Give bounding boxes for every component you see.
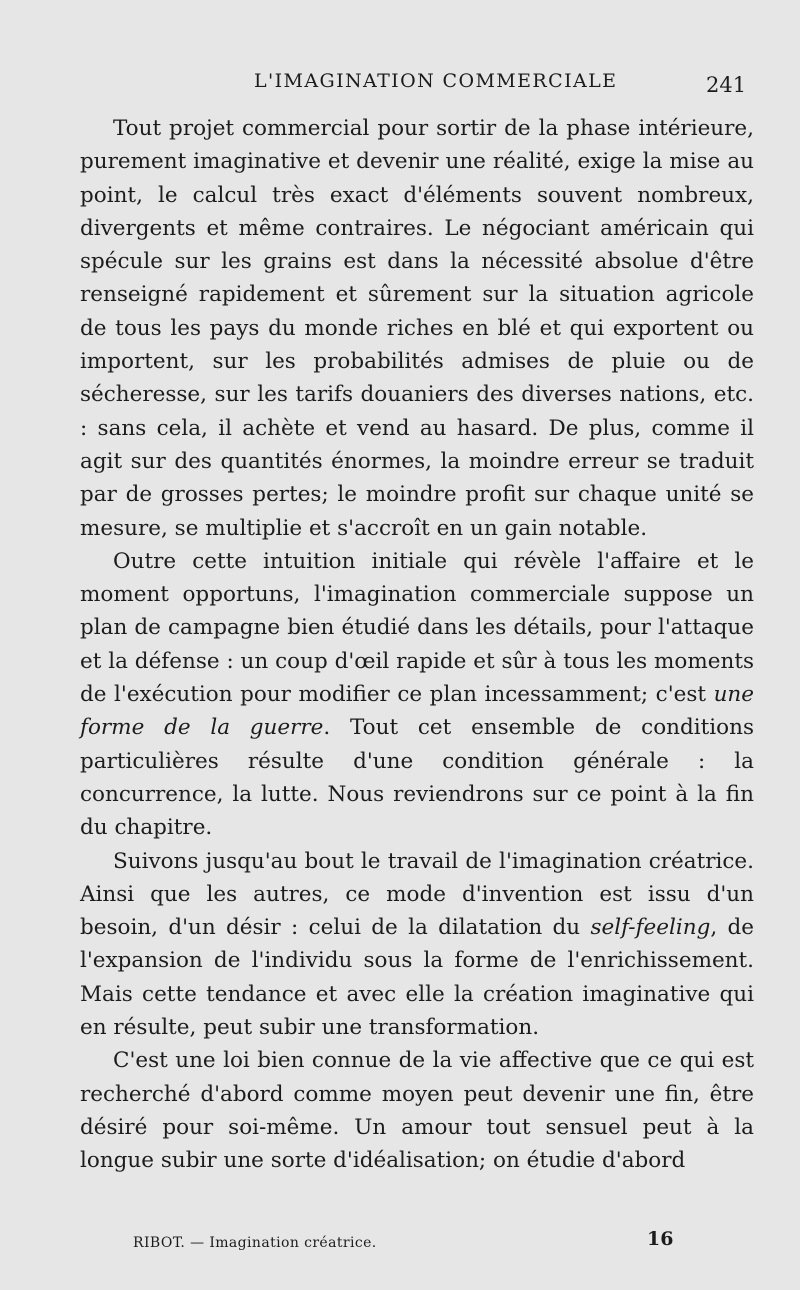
footer-caption: RIBOT. — Imagination créatrice.	[133, 1235, 377, 1251]
paragraph-2	[80, 545, 754, 845]
paragraph-2-text-end: . Tout cet ensemble de conditions particulières résulte d'une condition générale : la concurrence, la lutte. Nous reviendrons sur ce point à la fin du chapitre.	[80, 715, 754, 841]
sheet-signature: 16	[647, 1228, 674, 1250]
paragraph-4: C'est une loi bien connue de la vie affective que ce qui est recherché d'abord comme moyen peut devenir une fin, être désiré pour soi-même. Un amour tout sensuel peut à la longue subir une sorte d'idéalisation; on étudie d'abord	[80, 1048, 754, 1174]
paragraph-3-text-end: , de l'expansion de l'individu sous la forme de l'enrichissement. Mais cette tendance et avec elle la création imaginative qui en résulte, peut subir une transformation.	[80, 915, 754, 1041]
body-text	[80, 112, 754, 1178]
page-footer	[0, 1224, 800, 1264]
page-number: 241	[706, 73, 747, 97]
paragraph-1: Tout projet commercial pour sortir de la phase intérieure, purement imaginative et devenir une réalité, exige la mise au point, le calcul très exact d'éléments souvent nombreux, divergents et même contraires. Le négociant américain qui spécule sur les grains est dans la nécessité absolue d'être renseigné rapidement et sûrement sur la situation agricole de tous les pays du monde riches en blé et qui exportent ou importent, sur les probabilités admises de pluie ou de sécheresse, sur les tarifs douaniers des diverses nations, etc. : sans cela, il achète et vend au hasard. De plus, comme il agit sur des quantités énormes, la moindre erreur se traduit par de grosses pertes; le moindre profit sur chaque unité se mesure, se multiplie et s'accroît en un gain notable.	[80, 116, 754, 541]
paragraph-2-text-start: Outre cette intuition initiale qui révèle l'affaire et le moment opportuns, l'imagination commerciale suppose un plan de campagne bien étudié dans les détails, pour l'attaque et la défense : un coup d'œil rapide et sûr à tous les moments de l'exécution pour modifier ce plan incessamment; c'est	[80, 548, 754, 708]
running-head	[0, 70, 800, 100]
paragraph-2-italic-phrase: une forme de la guerre	[80, 682, 754, 741]
paragraph-3	[80, 845, 754, 1045]
running-title: L'IMAGINATION COMMERCIALE	[254, 70, 618, 92]
paragraph-3-italic-term: self-feeling	[590, 915, 711, 941]
paragraph-3-text-start: Suivons jusqu'au bout le travail de l'imagination créatrice. Ainsi que les autres, ce mode d'invention est issu d'un besoin, d'un désir : celui de la dilatation du	[80, 848, 754, 941]
